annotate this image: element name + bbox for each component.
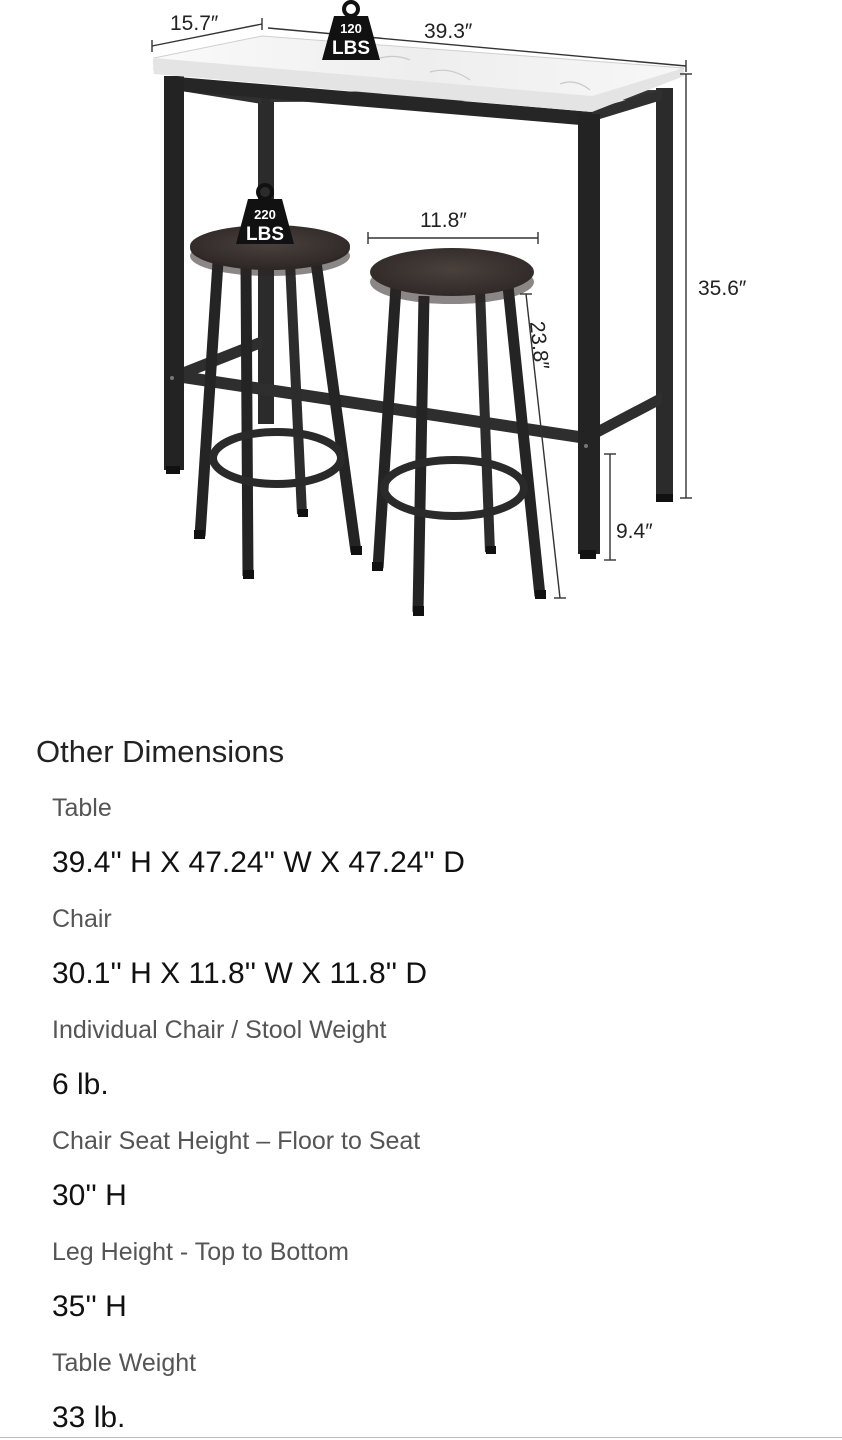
clearance-height-label: 9.4″ <box>616 520 653 543</box>
section-title: Other Dimensions <box>36 734 285 769</box>
bar-stool-right <box>370 248 546 616</box>
table-height-label: 35.6″ <box>698 277 747 300</box>
bar-stool-left <box>190 225 362 579</box>
stool-capacity-number: 220 <box>254 207 276 222</box>
table-leg-front-left <box>164 76 184 470</box>
stool-capacity-unit: LBS <box>246 224 284 245</box>
spec-value-chair: 30.1'' H X 11.8'' W X 11.8'' D <box>52 957 428 990</box>
spec-value-seat-height: 30'' H <box>52 1179 127 1212</box>
stool-left-footrest <box>213 432 341 484</box>
spec-label-table-weight: Table Weight <box>52 1349 197 1377</box>
stool-height-label: 23.8″ <box>525 320 553 371</box>
spec-value-table: 39.4'' H X 47.24'' W X 47.24'' D <box>52 846 465 879</box>
spec-label-stool-weight: Individual Chair / Stool Weight <box>52 1016 387 1044</box>
bottom-divider <box>0 1437 842 1438</box>
table-capacity-weight-icon <box>322 2 380 60</box>
spec-value-table-weight: 33 lb. <box>52 1401 126 1434</box>
table-capacity-number: 120 <box>340 21 362 36</box>
table-width-label: 39.3″ <box>424 20 473 43</box>
table-leg-front-right <box>578 114 600 554</box>
spec-label-seat-height: Chair Seat Height – Floor to Seat <box>52 1127 421 1155</box>
table-capacity-unit: LBS <box>332 38 370 59</box>
spec-label-leg-height: Leg Height - Top to Bottom <box>52 1238 349 1266</box>
spec-value-stool-weight: 6 lb. <box>52 1068 109 1101</box>
spec-label-table: Table <box>52 794 112 822</box>
spec-value-leg-height: 35'' H <box>52 1290 127 1323</box>
product-dimension-diagram <box>0 0 842 640</box>
stool-right-footrest <box>384 460 524 516</box>
seat-diameter-label: 11.8″ <box>420 209 467 232</box>
stool-right-seat <box>370 248 534 296</box>
table-leg-back-right <box>656 88 673 498</box>
table-depth-label: 15.7″ <box>170 12 219 35</box>
spec-label-chair: Chair <box>52 905 112 933</box>
